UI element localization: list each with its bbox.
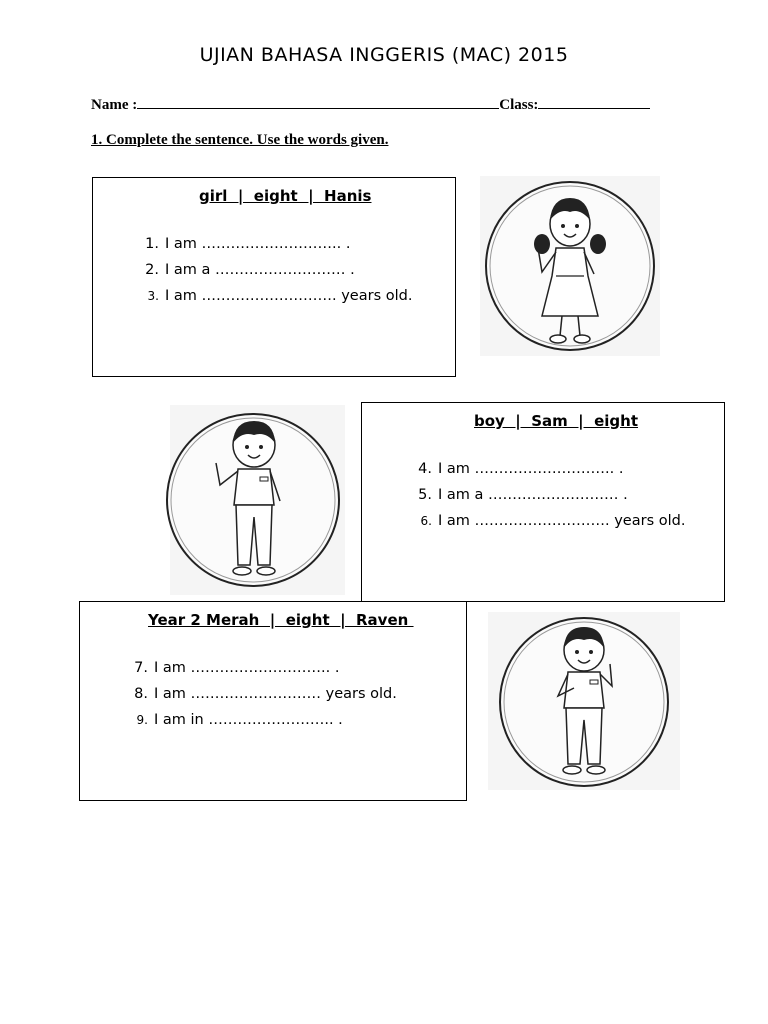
question-text: I am ……………………….. . [165,236,351,252]
class-blank [538,94,650,109]
question-text: I am ……………………….. . [438,461,624,477]
question-number: 6. [420,514,432,528]
word-bank-3: Year 2 Merah | eight | Raven [148,611,414,629]
question-8 [126,686,397,702]
question-number: 5. [418,487,432,503]
exercise-box-1 [92,177,456,377]
raven-illustration [488,612,680,790]
girl-illustration [480,176,660,356]
name-blank [137,94,499,109]
question-text: I am a ……………………… . [165,262,355,278]
question-1 [137,236,350,252]
question-text: I am ……………………… years old. [154,686,397,702]
class-label: Class: [499,97,539,113]
question-number: 2. [145,262,159,278]
question-4 [410,461,623,477]
exercise-box-3 [79,601,467,801]
name-label: Name : [91,97,138,113]
exercise-box-2 [361,402,725,602]
question-text: I am ………………………. years old. [438,513,686,529]
question-5 [410,487,628,503]
question-2 [137,262,355,278]
question-text: I am a ……………………… . [438,487,628,503]
word-bank-2: boy | Sam | eight [474,412,639,430]
question-number: 8. [134,686,148,702]
question-number: 4. [418,461,432,477]
question-text: I am in …………………….. . [154,712,343,728]
page-title: UJIAN BAHASA INGGERIS (MAC) 2015 [199,44,569,66]
name-class-line [91,94,671,114]
question-7 [126,660,339,676]
question-number: 9. [136,713,148,727]
question-6 [410,513,685,529]
question-number: 1. [145,236,159,252]
word-bank-1: girl | eight | Hanis [199,187,372,205]
question-9 [126,712,343,728]
question-number: 7. [134,660,148,676]
boy-illustration [150,405,350,595]
question-text: I am ………………………. years old. [165,288,413,304]
question-number: 3. [147,289,159,303]
question-text: I am ……………………….. . [154,660,340,676]
instruction-1: 1. Complete the sentence. Use the words given. [91,132,389,148]
question-3 [137,288,412,304]
